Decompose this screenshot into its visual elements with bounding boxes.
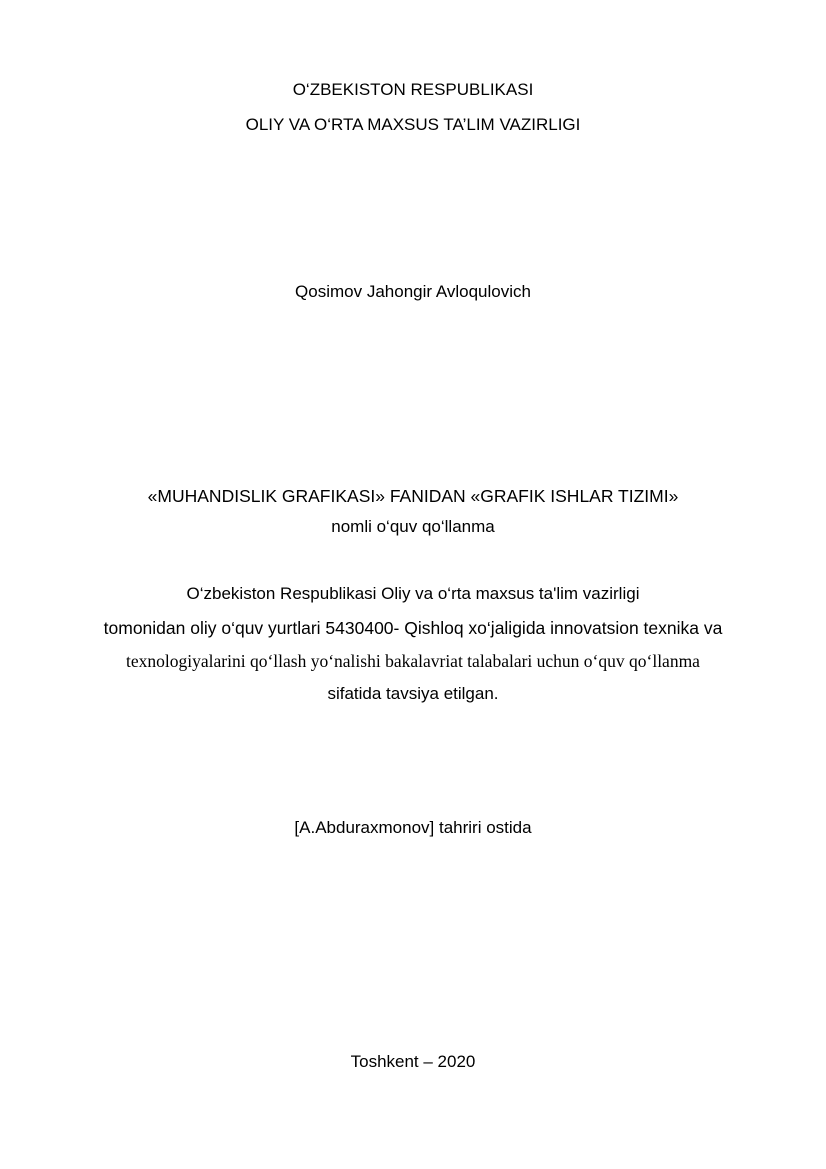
book-title: «MUHANDISLIK GRAFIKASI» FANIDAN «GRAFIK ISHLAR TIZIMI»	[147, 486, 679, 506]
ministry-line-2: OLIY VA O‘RTA MAXSUS TA’LIM VAZIRLIGI	[245, 115, 581, 134]
place-and-year: Toshkent – 2020	[350, 1052, 476, 1071]
recommendation-line-4: sifatida tavsiya etilgan.	[327, 684, 499, 703]
book-subtitle: nomli o‘quv qo‘llanma	[331, 517, 495, 536]
author-name: Qosimov Jahongir Avloqulovich	[295, 282, 531, 301]
ministry-line-1: O‘ZBEKISTON RESPUBLIKASI	[292, 80, 534, 99]
recommendation-line-3: texnologiyalarini qo‘llash yo‘nalishi bakalavriat talabalari uchun o‘quv qo‘llanma	[126, 651, 700, 671]
editor-credit: [A.Abduraxmonov] tahriri ostida	[294, 818, 532, 837]
recommendation-line-1: O‘zbekiston Respublikasi Oliy va o‘rta maxsus ta'lim vazirligi	[186, 584, 640, 603]
recommendation-line-2: tomonidan oliy o‘quv yurtlari 5430400- Qishloq xo‘jaligida innovatsion texnika va	[103, 618, 723, 638]
